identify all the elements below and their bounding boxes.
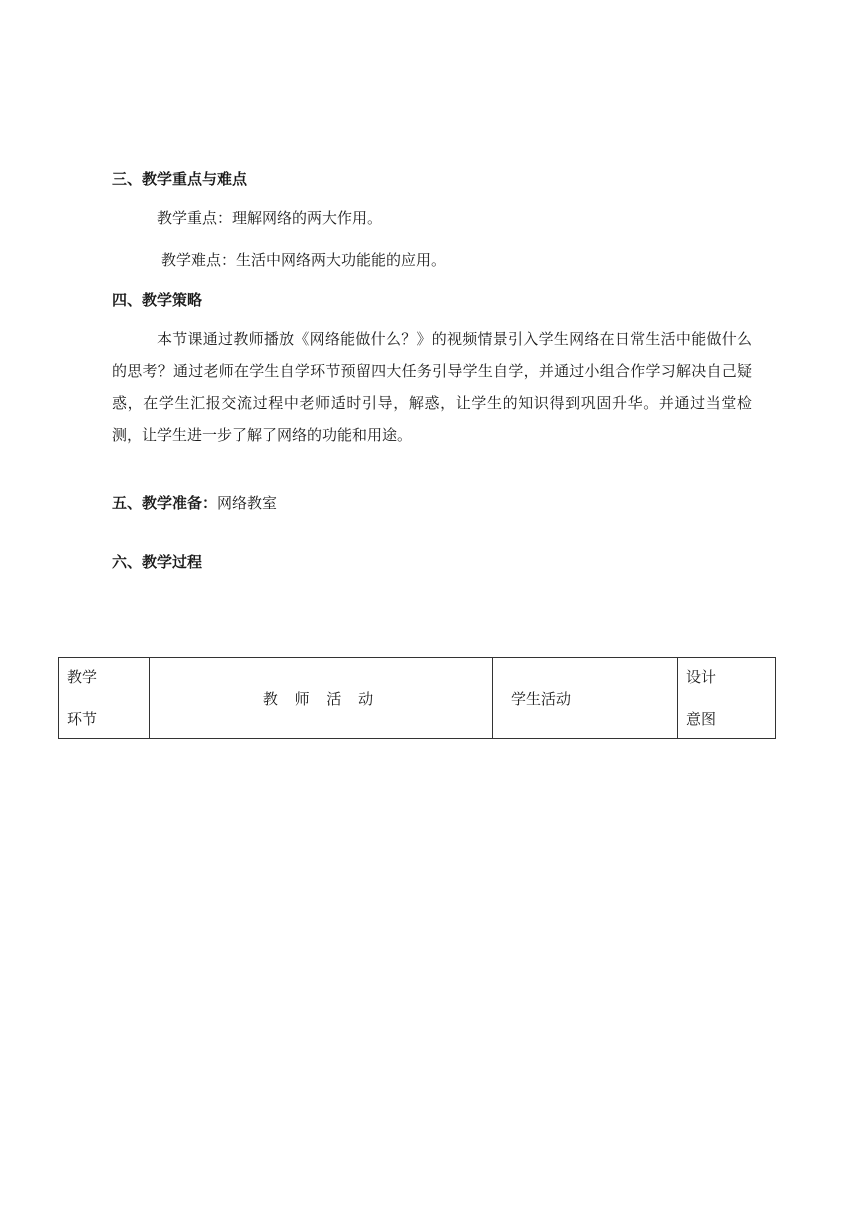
preparation-label: 五、教学准备： xyxy=(112,494,218,512)
table-header-row xyxy=(59,658,776,739)
section-title-preparation xyxy=(112,493,277,513)
teaching-difficulty: 教学难点：生活中网络两大功能能的应用。 xyxy=(161,251,447,269)
section-title-strategy: 四、教学策略 xyxy=(112,291,203,309)
header-design-intent xyxy=(678,658,776,739)
strategy-paragraph: 本节课通过教师播放《网络能做什么？》的视频情景引入学生网络在日常生活中能做什么的思考？通过老师在学生自学环节预留四大任务引导学生自学，并通过小组合作学习解决自己疑惑，在学生汇报交流过程中老师适时引导，解惑，让学生的知识得到巩固升华。并通过当堂检测，让学生进一步了解了网络的功能和用途。 xyxy=(112,330,752,444)
section-title-process: 六、教学过程 xyxy=(112,553,203,571)
teaching-process-table xyxy=(58,657,776,739)
header-teaching-stage xyxy=(59,658,150,739)
header-teacher-activity: 教 师 活 动 xyxy=(150,658,493,739)
header-stage-line2: 环节 xyxy=(67,710,98,728)
header-design-line2: 意图 xyxy=(686,710,717,728)
teaching-focus: 教学重点：理解网络的两大作用。 xyxy=(157,209,383,227)
header-stage-line1: 教学 xyxy=(67,668,98,686)
section-title-key-points: 三、教学重点与难点 xyxy=(112,170,248,188)
header-design-line1: 设计 xyxy=(686,668,717,686)
header-student-activity: 学生活动 xyxy=(493,658,678,739)
preparation-value: 网络教室 xyxy=(217,494,278,512)
